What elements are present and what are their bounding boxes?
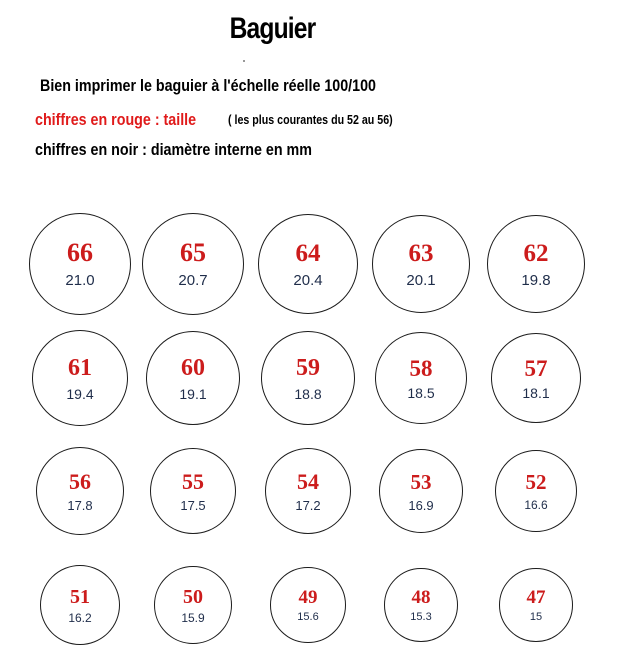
ring-diameter-label: 20.4 [293, 272, 323, 289]
ring-size-label: 51 [70, 586, 90, 608]
ring-size-label: 65 [180, 238, 206, 267]
ring-circle [32, 330, 128, 426]
ring-diameter-label: 21.0 [65, 272, 95, 289]
ring-circle [487, 215, 585, 313]
print-instruction: Bien imprimer le baguier à l'échelle réelle 100/100 [40, 76, 376, 95]
ring-size-label: 58 [409, 356, 433, 381]
legend-red-note: ( les plus courantes du 52 au 56) [228, 112, 393, 127]
legend-black-diameter: chiffres en noir : diamètre interne en mm [35, 140, 312, 159]
ring-circle [270, 567, 346, 643]
ring-size-label: 62 [523, 240, 549, 267]
ring-size-label: 53 [410, 470, 432, 494]
ring-circle [40, 565, 120, 645]
ring-circle [491, 333, 581, 423]
ring-diameter-label: 15.6 [297, 611, 319, 623]
ring-circle [146, 331, 240, 425]
ring-diameter-label: 20.7 [178, 272, 208, 289]
decorative-dot [243, 60, 245, 62]
ring-diameter-label: 18.8 [294, 386, 322, 402]
ring-diameter-label: 16.2 [68, 611, 92, 625]
ring-size-label: 55 [182, 469, 204, 494]
ring-circle [379, 449, 463, 533]
ring-diameter-label: 19.4 [66, 386, 94, 402]
ring-diameter-label: 17.8 [67, 498, 93, 513]
ring-size-label: 56 [69, 469, 91, 494]
ring-size-label: 47 [526, 587, 546, 608]
ring-size-label: 63 [408, 240, 434, 267]
ring-diameter-label: 20.1 [406, 272, 436, 289]
ring-size-label: 54 [297, 469, 319, 494]
ring-circle [372, 215, 470, 313]
ring-size-label: 50 [183, 586, 203, 608]
ring-size-label: 61 [68, 355, 92, 381]
ring-diameter-label: 15.9 [181, 611, 205, 625]
ring-diameter-label: 15.3 [410, 611, 432, 623]
ring-diameter-label: 15 [529, 611, 543, 623]
ring-circle [258, 214, 358, 314]
ring-circle [142, 213, 244, 315]
ring-circle [150, 448, 236, 534]
ring-diameter-label: 18.1 [522, 385, 550, 401]
ring-diameter-label: 19.1 [179, 386, 207, 402]
ring-size-label: 64 [295, 240, 321, 267]
ring-size-label: 48 [411, 587, 431, 608]
ring-diameter-label: 18.5 [407, 385, 435, 401]
ring-size-label: 59 [296, 355, 320, 381]
ring-circle [154, 566, 232, 644]
ring-circle [265, 448, 351, 534]
ring-diameter-label: 16.9 [408, 498, 434, 513]
ring-circle [29, 213, 131, 315]
ring-diameter-label: 17.5 [180, 498, 206, 513]
ring-size-label: 60 [181, 355, 205, 381]
ring-circle [499, 568, 573, 642]
ring-circle [36, 447, 124, 535]
ring-diameter-label: 19.8 [521, 272, 551, 289]
ring-diameter-label: 17.2 [295, 498, 321, 513]
legend-red-size: chiffres en rouge : taille [35, 110, 197, 129]
ring-circle [261, 331, 355, 425]
page-title: Baguier [229, 12, 316, 45]
ring-size-label: 49 [298, 587, 318, 608]
ring-circle [375, 332, 467, 424]
ring-circle [384, 568, 458, 642]
ring-circle [495, 450, 577, 532]
ring-size-label: 57 [524, 356, 548, 381]
ring-size-label: 52 [525, 470, 547, 494]
ring-diameter-label: 16.6 [524, 498, 548, 512]
ring-size-label: 66 [67, 238, 93, 267]
